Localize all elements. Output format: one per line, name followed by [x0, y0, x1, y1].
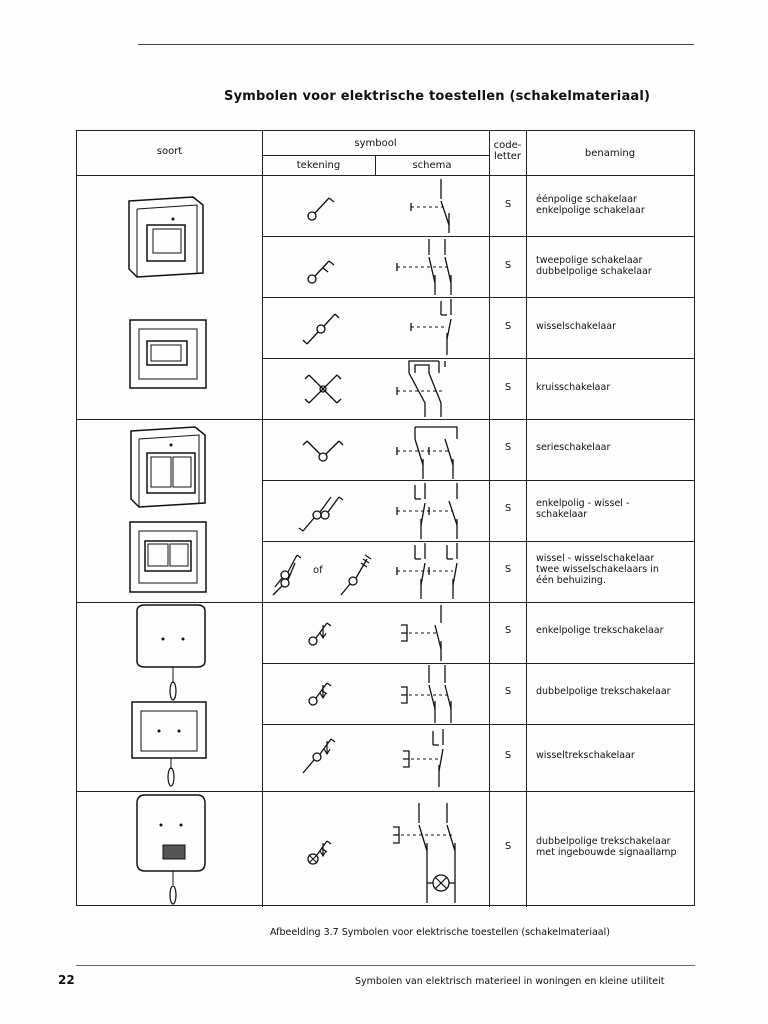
bottom-rule	[76, 965, 695, 966]
row-code: S	[504, 503, 512, 514]
pull-switch-with-lamp-schema	[389, 803, 465, 907]
double-two-way-switch-schema	[393, 543, 465, 599]
row-code: S	[504, 686, 512, 697]
flush-switch-single-icon	[129, 319, 209, 391]
symbol-table	[76, 130, 695, 906]
pull-switch-with-lamp-symbol	[305, 831, 345, 871]
single-pole-pull-switch-schema	[397, 605, 465, 661]
single-pole-switch-symbol	[303, 186, 343, 226]
row-code: S	[504, 750, 512, 761]
row-code: S	[504, 841, 512, 852]
two-way-pull-switch-symbol	[299, 731, 345, 779]
pull-switch-surface-icon	[133, 603, 213, 703]
row-code: S	[504, 564, 512, 575]
row-code: S	[504, 199, 512, 210]
row-name: enkelpolig - wissel - schakelaar	[536, 498, 630, 520]
of-label: of	[313, 565, 323, 576]
surface-switch-double-icon	[125, 423, 215, 513]
row-name: wisselschakelaar	[536, 321, 617, 332]
header-symbool: symbool	[354, 138, 397, 149]
two-way-pull-switch-schema	[397, 729, 465, 787]
single-pole-two-way-switch-symbol	[297, 487, 347, 535]
double-pole-switch-symbol	[303, 249, 343, 289]
pull-switch-signal-lamp-icon	[133, 793, 213, 907]
double-pole-pull-switch-symbol	[305, 671, 345, 711]
row-code: S	[504, 625, 512, 636]
page-title: Symbolen voor elektrische toestellen (schakelmateriaal)	[224, 89, 651, 104]
series-switch-symbol	[299, 429, 347, 469]
row-name: enkelpolige trekschakelaar	[536, 625, 664, 636]
row-code: S	[504, 442, 512, 453]
series-switch-schema	[393, 423, 465, 479]
intermediate-switch-symbol	[301, 367, 345, 411]
row-name: wisseltrekschakelaar	[536, 750, 635, 761]
header-code-letter: code- letter	[493, 140, 522, 162]
pull-switch-flush-icon	[131, 701, 211, 791]
double-two-way-switch-symbol-b	[333, 549, 383, 597]
row-name: wissel - wisselschakelaar twee wisselschakelaars in één behuizing.	[536, 553, 659, 586]
header-benaming: benaming	[584, 148, 636, 159]
flush-switch-double-icon	[129, 521, 209, 595]
double-pole-pull-switch-schema	[397, 665, 465, 723]
intermediate-switch-schema	[395, 359, 465, 417]
figure-caption: Afbeelding 3.7 Symbolen voor elektrische toestellen (schakelmateriaal)	[270, 927, 610, 938]
header-soort: soort	[156, 146, 183, 157]
single-pole-two-way-switch-schema	[393, 483, 465, 539]
row-code: S	[504, 260, 512, 271]
row-name: dubbelpolige trekschakelaar met ingebouwde signaallamp	[536, 836, 677, 858]
two-way-switch-schema	[405, 299, 465, 355]
row-code: S	[504, 321, 512, 332]
row-name: éénpolige schakelaar enkelpolige schakelaar	[536, 194, 645, 216]
running-footer: Symbolen van elektrisch materieel in woningen en kleine utiliteit	[355, 976, 665, 987]
header-schema: schema	[412, 160, 452, 171]
header-tekening: tekening	[296, 160, 341, 171]
single-pole-switch-schema	[405, 179, 465, 233]
row-name: tweepolige schakelaar dubbelpolige schakelaar	[536, 255, 652, 277]
top-rule	[138, 44, 694, 45]
row-code: S	[504, 382, 512, 393]
page-number: 22	[58, 973, 75, 987]
row-name: serieschakelaar	[536, 442, 611, 453]
surface-switch-single-icon	[123, 193, 213, 283]
double-two-way-switch-symbol-a	[265, 549, 315, 597]
double-pole-switch-schema	[393, 239, 465, 295]
two-way-switch-symbol	[301, 307, 345, 351]
row-name: dubbelpolige trekschakelaar	[536, 686, 671, 697]
single-pole-pull-switch-symbol	[305, 611, 345, 651]
row-name: kruisschakelaar	[536, 382, 611, 393]
